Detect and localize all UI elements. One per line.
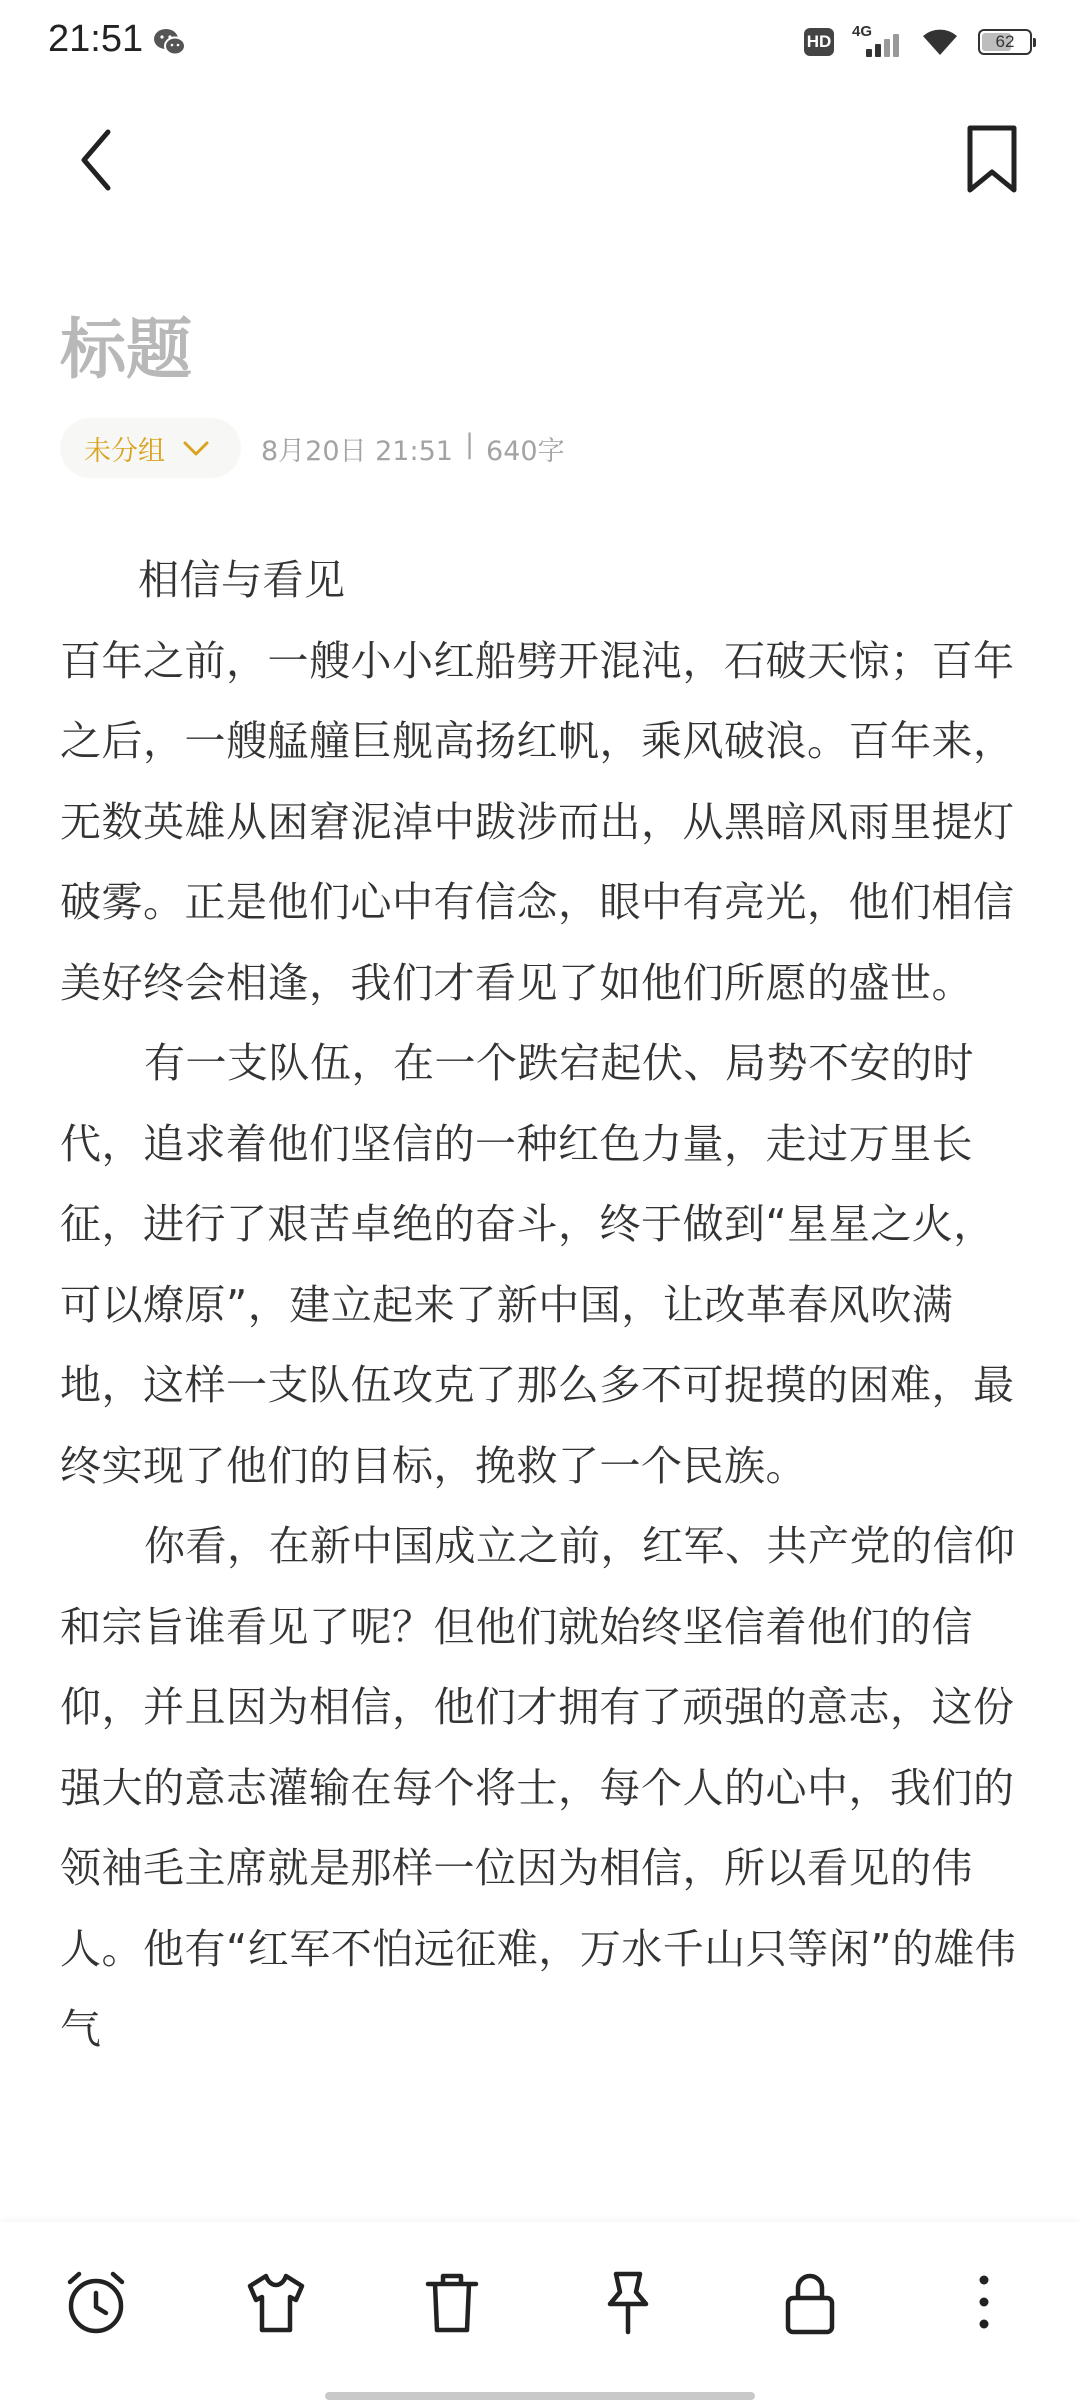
delete-button[interactable] (416, 2266, 488, 2338)
home-indicator[interactable] (325, 2392, 755, 2400)
lock-icon (774, 2266, 846, 2338)
meta-separator: | (464, 428, 475, 460)
wifi-icon (920, 26, 960, 58)
bookmark-button[interactable] (960, 120, 1024, 200)
chevron-down-icon (179, 431, 213, 465)
signal-icon (852, 25, 902, 59)
status-time: 21:51 (48, 18, 144, 60)
alarm-clock-icon (60, 2266, 132, 2338)
shirt-icon (240, 2266, 312, 2338)
note-body[interactable] (60, 540, 1024, 2220)
group-selector[interactable] (60, 418, 241, 478)
pin-button[interactable] (592, 2266, 664, 2338)
more-vertical-icon (948, 2266, 1020, 2338)
title-input[interactable]: 标题 (60, 311, 192, 388)
status-icons (804, 22, 1032, 62)
note-info (261, 429, 565, 468)
hd-badge-icon: HD (804, 28, 834, 56)
content-paragraph-2: 有一支队伍，在一个跌宕起伏、局势不安的时代，追求着他们坚信的一种红色力量，走过万里长征，进行了艰苦卓绝的奋斗，终于做到“星星之火，可以燎原”，建立起来了新中国，让改革春风吹满地，这样一支队伍攻克了那么多不可捉摸的困难，最终实现了他们的目标，挽救了一个民族。 (60, 1039, 1015, 1490)
wechat-icon (152, 26, 188, 58)
note-meta (60, 418, 565, 478)
more-button[interactable] (948, 2266, 1020, 2338)
network-type: 4G (852, 23, 873, 40)
content-paragraph-3: 你看，在新中国成立之前，红军、共产党的信仰和宗旨谁看见了呢？但他们就始终坚信着他们的信仰，并且因为相信，他们才拥有了顽强的意志，这份强大的意志灌输在每个将士，每个人的心中，我们的领袖毛主席就是那样一位因为相信，所以看见的伟人。他有“红军不怕远征难，万水千山只等闲”的雄伟气 (60, 1522, 1017, 2053)
pin-icon (592, 2266, 664, 2338)
note-date: 8月20日 21:51 (261, 435, 453, 467)
status-bar (0, 0, 1080, 84)
word-count: 640字 (486, 435, 565, 467)
battery-level: 62 (995, 32, 1015, 51)
content-heading: 相信与看见 (138, 556, 346, 604)
trash-icon (416, 2266, 488, 2338)
reminder-button[interactable] (60, 2266, 132, 2338)
bottom-toolbar (0, 2222, 1080, 2408)
group-label: 未分组 (84, 435, 165, 467)
lock-button[interactable] (774, 2266, 846, 2338)
theme-button[interactable] (240, 2266, 312, 2338)
content-paragraph-1: 百年之前，一艘小小红船劈开混沌，石破天惊；百年之后，一艘艋艟巨舰高扬红帆，乘风破浪。百年来，无数英雄从困窘泥淖中跋涉而出，从黑暗风雨里提灯破雾。正是他们心中有信念，眼中有亮光，他们相信美好终会相逢，我们才看见了如他们所愿的盛世。 (60, 636, 1015, 1007)
back-button[interactable] (64, 120, 128, 200)
battery-icon (978, 29, 1032, 55)
